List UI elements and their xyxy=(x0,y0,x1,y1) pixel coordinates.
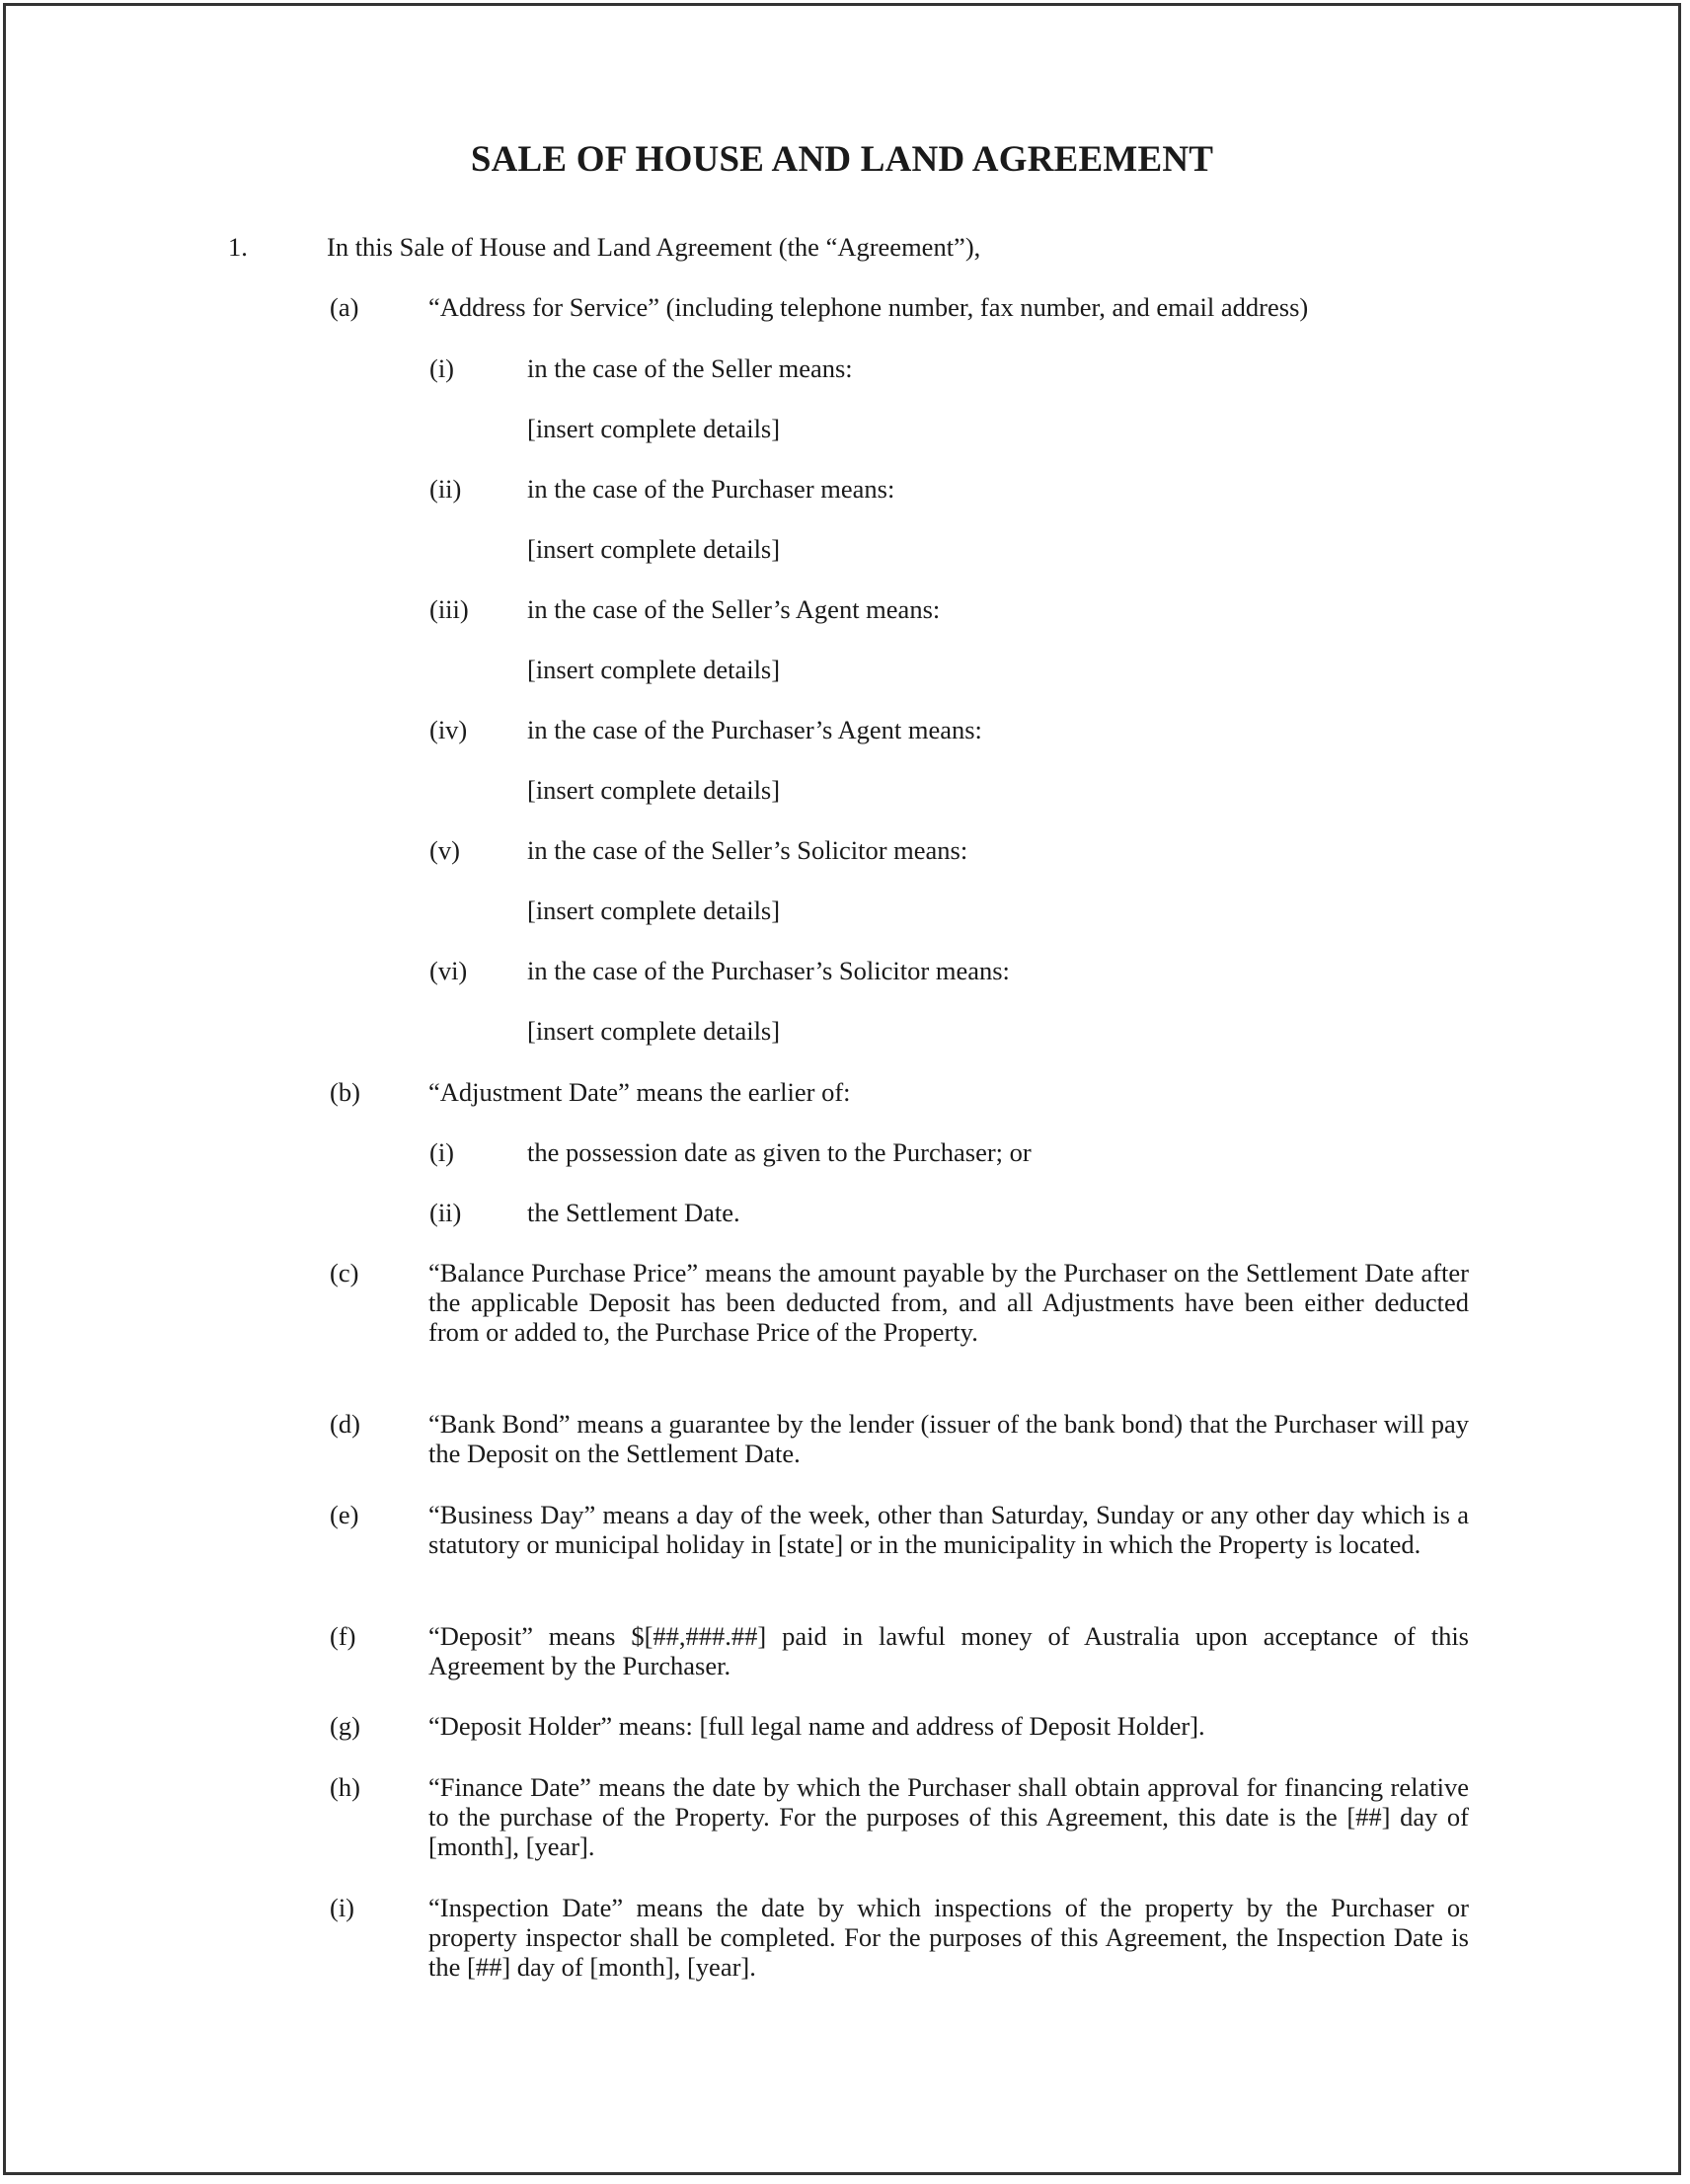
clause-a-ii-label: (ii) xyxy=(429,474,462,504)
clause-a-vi-detail: [insert complete details] xyxy=(527,1016,781,1046)
clause-a-iv-text: in the case of the Purchaser’s Agent means: xyxy=(527,715,982,744)
clause-h-text: “Finance Date” means the date by which the Purchaser shall obtain approval for financing relative to the purchase of the Property. For the purposes of this Agreement, this date is the [##] day of [month], [year]. xyxy=(428,1772,1469,1861)
clause-a-iv-detail: [insert complete details] xyxy=(527,775,781,805)
clause-b-i-label: (i) xyxy=(429,1137,455,1167)
clause-a-text: “Address for Service” (including telephone number, fax number, and email address) xyxy=(428,292,1309,322)
clause-e-label: (e) xyxy=(330,1500,359,1529)
page-frame xyxy=(3,3,1681,2175)
clause-a-iii-text: in the case of the Seller’s Agent means: xyxy=(527,594,941,624)
document-title: SALE OF HOUSE AND LAND AGREEMENT xyxy=(470,139,1214,180)
clause-b-ii-text: the Settlement Date. xyxy=(527,1198,740,1227)
clause-a-i-detail: [insert complete details] xyxy=(527,414,781,443)
clause-f-label: (f) xyxy=(330,1621,356,1651)
clause-d-text: “Bank Bond” means a guarantee by the lender (issuer of the bank bond) that the Purchaser will pay the Deposit on the Settlement Date. xyxy=(428,1409,1469,1468)
clause-a-vi-text: in the case of the Purchaser’s Solicitor means: xyxy=(527,956,1010,985)
clause-a-v-detail: [insert complete details] xyxy=(527,896,781,925)
clause-a-iii-detail: [insert complete details] xyxy=(527,655,781,684)
clause-1-text: In this Sale of House and Land Agreement (the “Agreement”), xyxy=(327,232,981,262)
clause-a-label: (a) xyxy=(330,292,359,322)
clause-a-v-label: (v) xyxy=(429,835,460,865)
clause-1-number: 1. xyxy=(228,232,248,262)
clause-g-text: “Deposit Holder” means: [full legal name and address of Deposit Holder]. xyxy=(428,1711,1205,1741)
clause-a-vi-label: (vi) xyxy=(429,956,468,985)
clause-b-label: (b) xyxy=(330,1077,360,1107)
clause-d-label: (d) xyxy=(330,1409,360,1439)
clause-a-iii-label: (iii) xyxy=(429,594,469,624)
clause-b-ii-label: (ii) xyxy=(429,1198,462,1227)
clause-i-label: (i) xyxy=(330,1893,355,1922)
clause-e-text: “Business Day” means a day of the week, other than Saturday, Sunday or any other day which is a statutory or municipal holiday in [state] or in the municipality in which the Property is located. xyxy=(428,1500,1469,1559)
clause-a-i-text: in the case of the Seller means: xyxy=(527,353,853,383)
clause-a-v-text: in the case of the Seller’s Solicitor means: xyxy=(527,835,968,865)
document-body xyxy=(6,6,1678,2172)
clause-f-text: “Deposit” means $[##,###.##] paid in lawful money of Australia upon acceptance of this Agreement by the Purchaser. xyxy=(428,1621,1469,1680)
clause-i-text: “Inspection Date” means the date by which inspections of the property by the Purchaser or property inspector shall be completed. For the purposes of this Agreement, the Inspection Date is the [##] day of [month], [year]. xyxy=(428,1893,1469,1982)
clause-a-ii-detail: [insert complete details] xyxy=(527,534,781,564)
clause-a-iv-label: (iv) xyxy=(429,715,468,744)
clause-h-label: (h) xyxy=(330,1772,360,1802)
clause-a-ii-text: in the case of the Purchaser means: xyxy=(527,474,895,504)
clause-b-text: “Adjustment Date” means the earlier of: xyxy=(428,1077,851,1107)
clause-c-label: (c) xyxy=(330,1258,359,1287)
clause-c-text: “Balance Purchase Price” means the amount payable by the Purchaser on the Settlement Date after the applicable Deposit has been deducted from, and all Adjustments have been either deducted from or added to, the Purchase Price of the Property. xyxy=(428,1258,1469,1347)
clause-g-label: (g) xyxy=(330,1711,360,1741)
clause-b-i-text: the possession date as given to the Purchaser; or xyxy=(527,1137,1032,1167)
clause-a-i-label: (i) xyxy=(429,353,455,383)
